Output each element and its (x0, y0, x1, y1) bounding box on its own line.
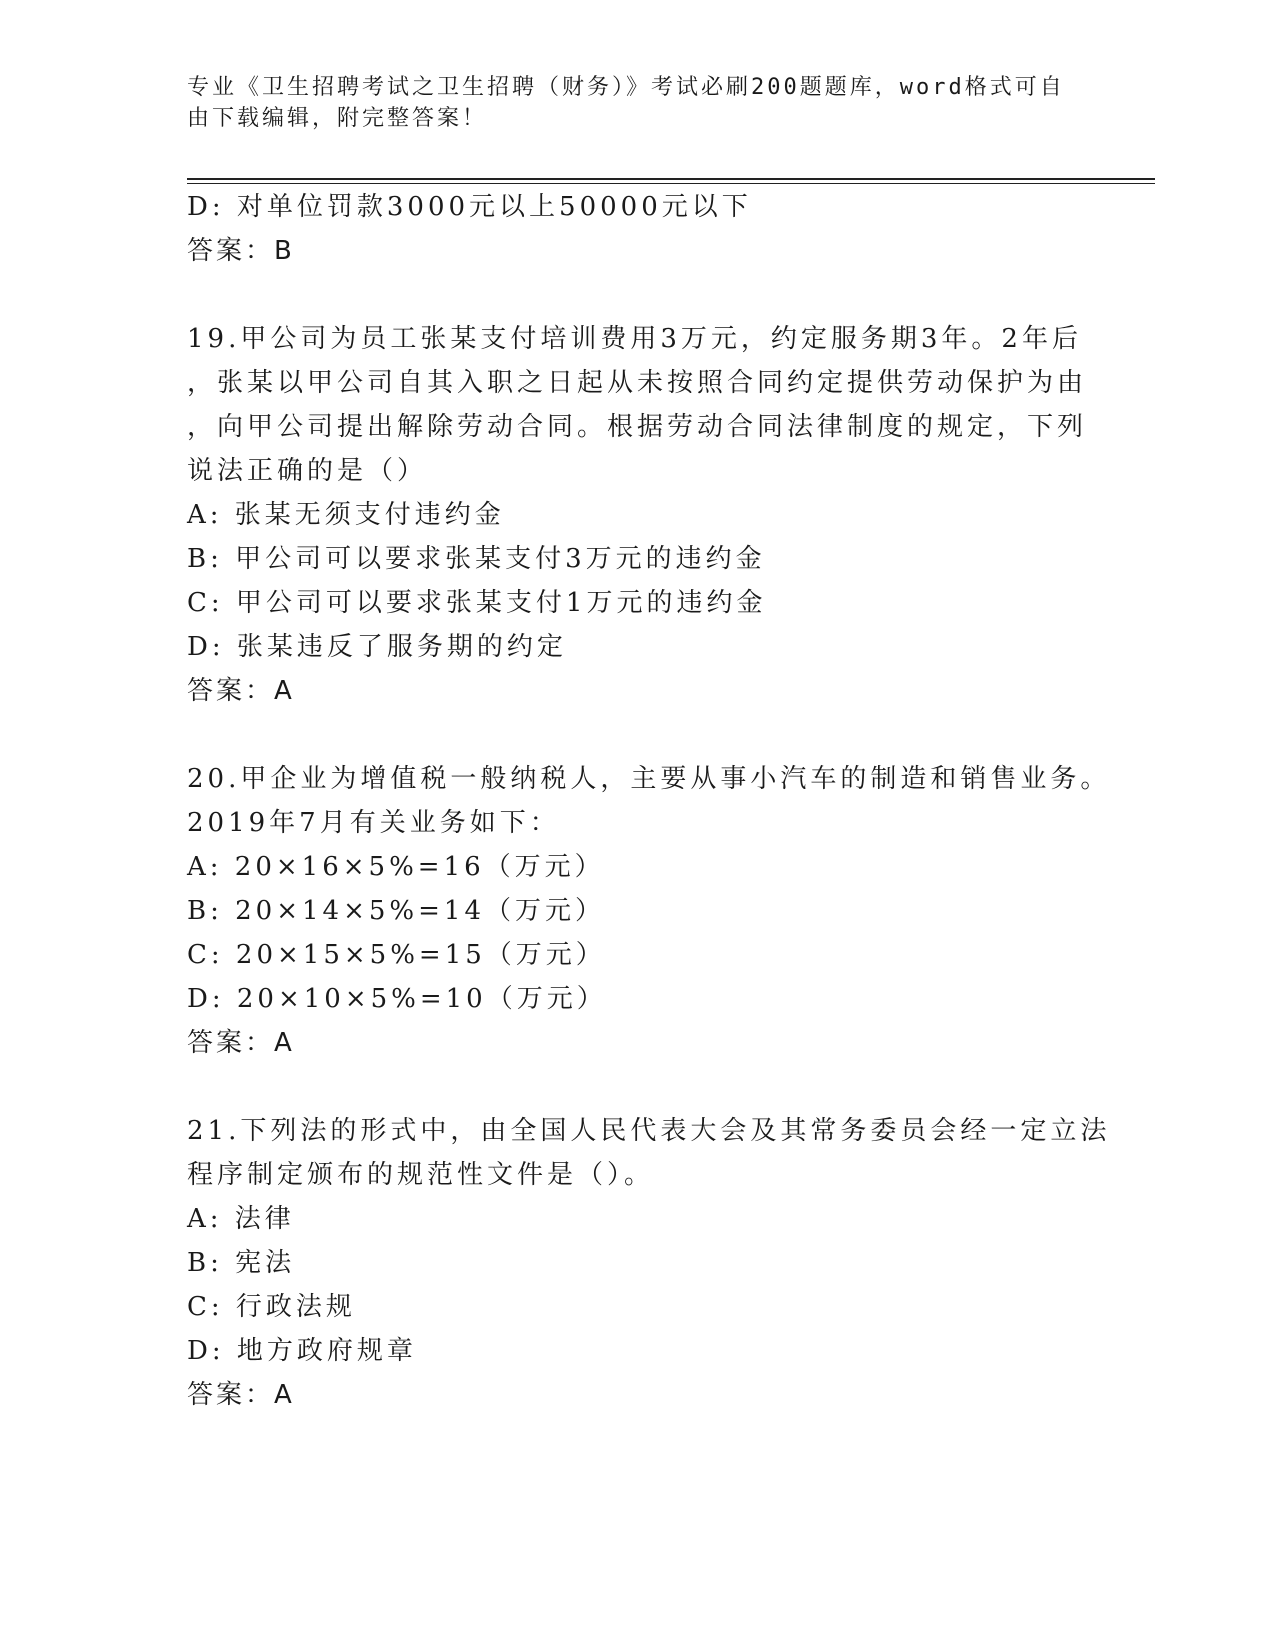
q21-option-a: A: 法律 (187, 1204, 295, 1234)
document-header (187, 72, 1067, 134)
prev-answer: 答案：B (187, 236, 295, 266)
q20-stem-line-2: 2019年7月有关业务如下： (187, 808, 560, 838)
q20-option-a: A: 20×16×5%=16（万元） (187, 852, 605, 882)
q20-stem-line-1: 20.甲企业为增值税一般纳税人，主要从事小汽车的制造和销售业务。 (187, 764, 1111, 794)
q19-stem-line-4: 说法正确的是（） (187, 456, 428, 486)
q19-option-c: C: 甲公司可以要求张某支付1万元的违约金 (187, 588, 767, 618)
q20-answer: 答案：A (187, 1028, 295, 1058)
prev-option-d: D: 对单位罚款3000元以上50000元以下 (187, 192, 752, 222)
header-divider-thick (187, 178, 1155, 180)
q21-answer: 答案：A (187, 1380, 295, 1410)
q21-option-c: C: 行政法规 (187, 1292, 356, 1322)
q19-option-b: B: 甲公司可以要求张某支付3万元的违约金 (187, 544, 766, 574)
q21-option-b: B: 宪法 (187, 1248, 296, 1278)
q19-answer: 答案：A (187, 676, 295, 706)
q19-stem-line-1: 19.甲公司为员工张某支付培训费用3万元，约定服务期3年。2年后 (187, 324, 1082, 354)
q20-option-c: C: 20×15×5%=15（万元） (187, 940, 606, 970)
q21-stem-line-2: 程序制定颁布的规范性文件是（）。 (187, 1160, 655, 1190)
q19-stem-line-2: ，张某以甲公司自其入职之日起从未按照合同约定提供劳动保护为由 (187, 368, 1088, 398)
q19-stem-line-3: ，向甲公司提出解除劳动合同。根据劳动合同法律制度的规定，下列 (187, 412, 1088, 442)
q19-option-a: A: 张某无须支付违约金 (187, 500, 505, 530)
q21-stem-line-1: 21.下列法的形式中，由全国人民代表大会及其常务委员会经一定立法 (187, 1116, 1111, 1146)
header-line-2: 由下载编辑，附完整答案！ (187, 106, 488, 131)
header-line-1: 专业《卫生招聘考试之卫生招聘（财务）》考试必刷200题题库，word格式可自 (187, 75, 1065, 100)
q21-option-d: D: 地方政府规章 (187, 1336, 417, 1366)
header-divider-thin (187, 183, 1155, 184)
q20-option-d: D: 20×10×5%=10（万元） (187, 984, 607, 1014)
q19-option-d: D: 张某违反了服务期的约定 (187, 632, 567, 662)
q20-option-b: B: 20×14×5%=14（万元） (187, 896, 605, 926)
